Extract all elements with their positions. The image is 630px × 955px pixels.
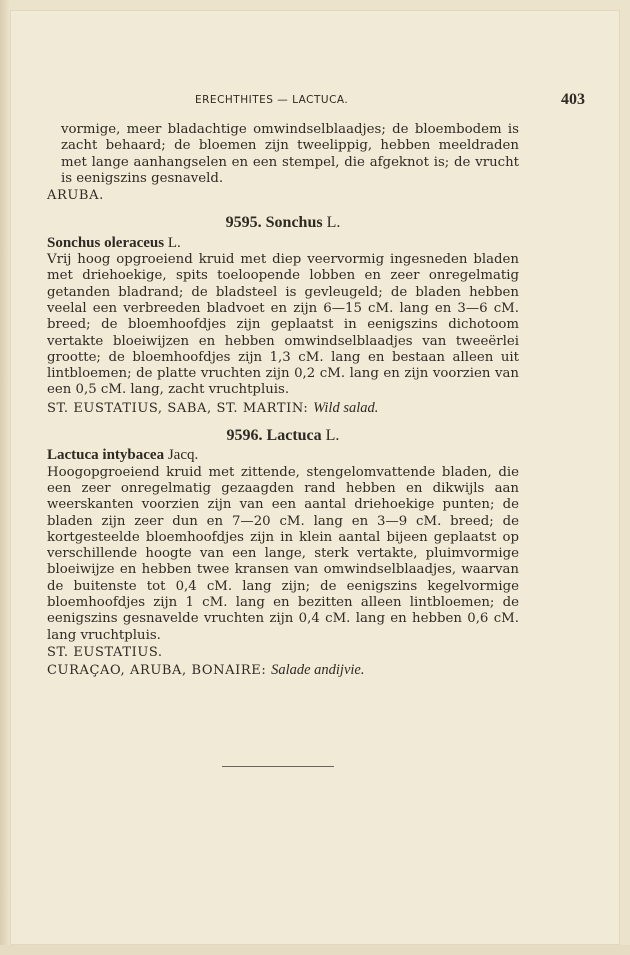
genus-name: 9595. Sonchus	[225, 214, 323, 232]
species-description: Vrij hoog opgroeiend kruid met diep veervormig ingesneden bladen met driehoekige, spits toeloopende lobben en zeer onregelmatig getanden bladrand; de bladsteel is gevleugeld; de bladen hebben veelal een verbreeden bladvoet en zijn 6—15 cM. lang en 3—6 cM. breed; de bloemhoofdjes zijn geplaatst in eenigszins dichotoom vertakte bloeiwijzen en hebben omwindselblaadjes van tweeërlei grootte; de bloemhoofdjes zijn 1,3 cM. lang en bestaan alleen uit lintbloemen; de platte vruchten zijn 0,2 cM. lang en zijn voorzien van een 0,5 cM. lang, zacht vruchtpluis.	[47, 252, 519, 398]
running-title: ERECHTHITES — LACTUCA.	[195, 94, 349, 106]
page-content	[47, 122, 519, 680]
continuation-paragraph: vormige, meer bladachtige omwindselblaadjes; de bloembodem is zacht behaard; de bloemen zijn tweelippig, hebben meeldraden met lange aanhangselen en een stempel, die afgeknot is; de vrucht is eenigszins gesnaveld.	[61, 122, 519, 186]
genus-author: L.	[326, 214, 341, 232]
genus-name: 9596. Lactuca	[226, 427, 322, 445]
page-number: 403	[561, 91, 585, 108]
locality-places: ST. EUSTATIUS.	[47, 644, 163, 660]
species-heading	[47, 235, 519, 251]
genus-heading	[47, 215, 519, 231]
species-author: Jacq.	[167, 447, 199, 464]
genus-entry-lactuca	[47, 428, 519, 679]
locality-line	[47, 400, 519, 417]
genus-heading	[47, 428, 519, 444]
genus-author: L.	[325, 427, 340, 445]
locality-line	[47, 662, 519, 679]
species-name: Sonchus oleraceus	[47, 234, 165, 251]
running-head	[195, 91, 585, 113]
species-name: Lactuca intybacea	[47, 447, 165, 464]
species-description: Hoogopgroeiend kruid met zittende, stengelomvattende bladen, die een zeer onregelmatig gezaagden rand hebben en dikwijls aan weerskanten voorzien zijn van een aantal driehoekige punten; de bladen zijn zeer dun en 7—20 cM. lang en 3—9 cM. breed; de kortgesteelde bloemhoofdjes zijn in klein aantal bijeen geplaatst op verschillende hoogte van een lange, sterk vertakte, pluimvormige bloeiwijze en hebben twee kransen van omwindselblaadjes, waarvan de buitenste tot 0,4 cM. lang zijn; de eenigszins kegelvormige bloemhoofdjes zijn 1 cM. lang en bezitten alleen lintbloemen; de eenigszins gesnavelde vruchten zijn 0,4 cM. lang en hebben 0,6 cM. lang vruchtpluis.	[47, 464, 519, 643]
species-author: L.	[167, 234, 181, 251]
common-name: Wild salad.	[313, 399, 379, 416]
book-spine-shadow	[0, 0, 10, 955]
locality-places: ST. EUSTATIUS, SABA, ST. MARTIN:	[47, 400, 309, 416]
locality-line	[47, 645, 519, 661]
page-bottom-edge	[0, 945, 630, 955]
species-heading	[47, 447, 519, 463]
genus-entry-sonchus	[47, 215, 519, 417]
continuation-locality: ARUBA.	[47, 188, 104, 204]
locality-places: CURAÇAO, ARUBA, BONAIRE:	[47, 663, 267, 679]
common-name: Salade andijvie.	[271, 662, 365, 679]
section-end-rule	[222, 766, 334, 767]
